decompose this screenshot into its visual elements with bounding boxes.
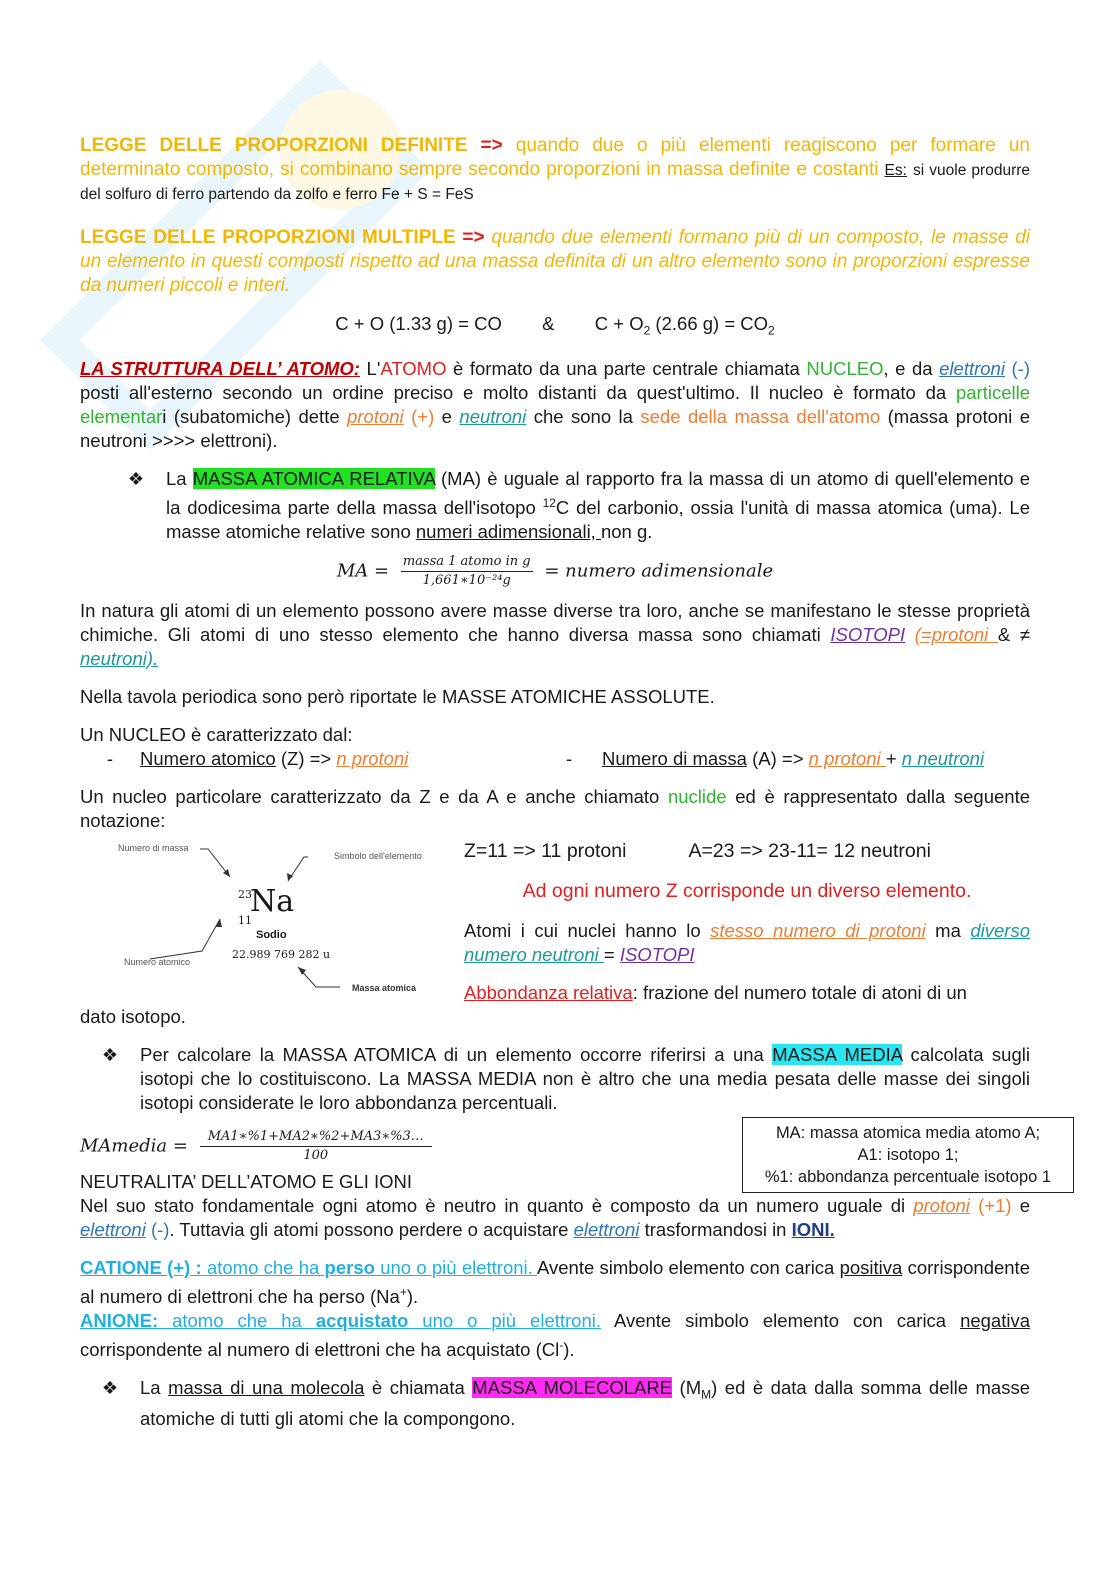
legge-proporzioni-definite (80, 134, 1030, 206)
bullet-icon: ❖ (101, 1044, 119, 1065)
formula-media-denominator: 100 (303, 1147, 329, 1163)
numero-atomico-label: Numero atomico (140, 747, 276, 769)
numero-massa-label: Numero di massa (602, 747, 747, 769)
section1-es-label: Es: (884, 162, 907, 179)
term-nuclide: nuclide (667, 785, 727, 807)
term-isotopi: ISOTOPI (830, 623, 906, 645)
term-sede-massa: sede della massa dell'atomo (640, 405, 881, 427)
element-symbol: Na (250, 883, 295, 919)
red-note: Ad ogni numero Z corrisponde un diverso elemento. (522, 879, 972, 902)
highlight-massa-atomica-relativa: MASSA ATOMICA RELATIVA (192, 467, 435, 489)
bullet-massa-media: ❖ Per calcolare la MASSA ATOMICA di un elemento occorre riferirsi a una MASSA MEDIA calcolata sugli isotopi che lo costituiscono. La MASSA MEDIA non è altro che una media pesata delle masse dei singoli isotopi considerate le loro abbondanza percentuali. (80, 1043, 1030, 1115)
term-protoni: protoni (347, 405, 404, 427)
legend-line-1: MA: massa atomica media atomo A; (775, 1124, 1041, 1142)
formula-ma-numerator: massa 1 atomo in g (401, 554, 533, 572)
highlight-massa-molecolare: MASSA MOLECOLARE (472, 1377, 673, 1399)
equation-left: C + O (1.33 g) = CO (335, 313, 502, 334)
formula-ma: MA = $\frac{\text{massa 1 atomo in g}}{\text{1,661∗10⁻²⁴g}}$ = numero adimensionale (336, 553, 774, 588)
term-nucleo: NUCLEO (806, 357, 884, 379)
section1-es-text: si vuole produrre del solfuro di ferro partendo da zolfo e ferro Fe + S = FeS (80, 162, 1031, 203)
highlight-massa-media: MASSA MEDIA (772, 1043, 903, 1065)
legend-line-3: %1: abbondanza percentuale isotopo 1 (764, 1168, 1052, 1186)
section2-arrow: => (462, 227, 485, 248)
bullet-massa-atomica-relativa: ❖ La MASSA ATOMICA RELATIVA (MA) è uguale al rapporto fra la massa di un atomo di quell'elemento e la dodicesima parte della massa dell'isotopo $^{12}$C del carbonio, ossia l'unità di massa atomica (uma). Le masse atomiche relative sono numeri adimensionali, non g. (80, 467, 1030, 544)
label-numero-di-massa: Numero di massa (118, 842, 189, 853)
paragraph-tavola-periodica: Nella tavola periodica sono però riportate le MASSE ATOMICHE ASSOLUTE. (80, 685, 715, 707)
formula-ma-denominator: 1,661∗10⁻²⁴g (422, 572, 511, 588)
legend-line-2: A1: isotopo 1; (857, 1146, 959, 1164)
term-elettroni: elettroni (939, 357, 1005, 379)
formula-ma-media: MAmedia = $\frac{MA1∗\%1+MA2∗\%2+MA3∗\%3\dots}{100}$ (80, 1129, 1030, 1164)
catione-label: CATIONE (+) : (80, 1256, 202, 1278)
anione-label: ANIONE: (80, 1310, 159, 1331)
term-ioni: IONI. (791, 1218, 835, 1240)
numeri-adimensionali: numeri adimensionali, (415, 520, 601, 542)
section1-title: LEGGE DELLE PROPORZIONI DEFINITE (80, 135, 468, 156)
abbondanza-end: dato isotopo. (80, 1005, 186, 1027)
z-a-line: Z=11 => 11 protoni A=23 => 23-11= 12 neutroni (464, 839, 931, 862)
bullet-icon: ❖ (101, 1378, 119, 1399)
sodium-notation-figure (80, 835, 440, 995)
paragraph-isotopi: In natura gli atomi di un elemento possono avere masse diverse tra loro, anche se manifestano le stesse proprietà chimiche. Gli atomi di uno stesso elemento che hanno diversa massa sono chiamati ISOTOPI (=protoni & ≠ neutroni). (80, 599, 1031, 669)
isotopi-definition: Atomi i cui nuclei hanno lo stesso numero di protoni ma diverso numero neutroni = ISOTOPI (464, 919, 1030, 965)
label-numero-atomico: Numero atomico (124, 956, 191, 967)
struttura-atomo: LA STRUTTURA DELL’ ATOMO: L'ATOMO è formato da una parte centrale chiamata NUCLEO, e da elettroni (-) posti all'esterno secondo un ordine preciso e molto distanti da quest'ultimo. Il nucleo è formato da particelle elementari (subatomiche) dette protoni (+) e neutroni che sono la sede della massa dell'atomo (massa protoni e neutroni >>>> elettroni). (80, 357, 1031, 451)
label-simbolo-elemento: Simbolo dell'elemento (334, 850, 422, 861)
label-massa-atomica: Massa atomica (352, 982, 417, 993)
nuclide-section (80, 835, 1030, 1005)
section2-title: LEGGE DELLE PROPORZIONI MULTIPLE (80, 227, 456, 248)
equation-amp: & (542, 313, 555, 334)
legend-box (742, 1117, 1074, 1193)
element-name: Sodio (256, 928, 287, 941)
term-neutroni: neutroni (459, 405, 527, 427)
equation-co (80, 312, 1030, 343)
bullet-massa-molecolare: ❖ La massa di una molecola è chiamata MASSA MOLECOLARE $(M_M)$ ed è data dalla somma delle masse atomiche di tutti gli atomi che la compongono. (80, 1376, 1030, 1431)
neutralita-text: Nel suo stato fondamentale ogni atomo è neutro in quanto è composto da un numero uguale di protoni (+1) e elettroni (-). Tuttavia gli atomi possono perdere o acquistare elettroni trasformandosi in IONI. (80, 1194, 1031, 1240)
element-mass: 22.989 769 282 u (232, 947, 331, 961)
nucleo-list: - Numero atomico (Z) => n protoni - Numero di massa (A) => n protoni + n neutroni (106, 747, 985, 769)
section3-title: LA STRUTTURA DELL’ ATOMO: (80, 357, 360, 379)
abbondanza-relativa: Abbondanza relativa: frazione del numero totale di atoni di un (464, 981, 967, 1003)
neutralita-title: NEUTRALITA’ DELL’ATOMO E GLI IONI (80, 1170, 413, 1192)
equation-right: $C + O_2$ (2.66 $g) = CO_2$ (594, 313, 775, 338)
bullet-icon: ❖ (127, 468, 145, 489)
term-atomo: ATOMO (380, 357, 447, 379)
anione-definition: ANIONE: atomo che ha acquistato uno o più elettroni. Avente simbolo elemento con carica negativa corrispondente al numero di elettroni che ha acquistato (Cl-). (80, 1310, 1031, 1361)
mass-number: 23 (238, 887, 252, 901)
atomic-number: 11 (238, 913, 252, 927)
nucleo-intro: Un NUCLEO è caratterizzato dal: (80, 723, 353, 745)
term-particelle: particelle elementar (80, 381, 1030, 427)
legge-proporzioni-multiple (80, 226, 1030, 298)
paragraph-nuclide: Un nucleo particolare caratterizzato da Z e da A e anche chiamato nuclide ed è rappresentato dalla seguente notazione: (80, 785, 1031, 831)
right-column (464, 835, 1030, 1005)
section1-arrow: => (480, 135, 503, 156)
catione-definition: CATIONE (+) : atomo che ha perso uno o più elettroni. Avente simbolo elemento con carica positiva corrispondente al numero di elettroni che ha perso (Na+). (80, 1256, 1030, 1307)
section1-text: quando due o più elementi reagiscono per formare un determinato composto, si combinano sempre secondo proporzioni in massa definite e costanti (80, 135, 1030, 180)
section2-text: quando due elementi formano più di un composto, le masse di un elemento in questi composti rispetto ad una massa definita di un altro elemento sono in proporzioni espresse da numeri piccoli e interi. (80, 227, 1031, 296)
document-content (80, 134, 1030, 1431)
formula-media-numerator: MA1∗%1+MA2∗%2+MA3∗%3… (200, 1129, 432, 1147)
